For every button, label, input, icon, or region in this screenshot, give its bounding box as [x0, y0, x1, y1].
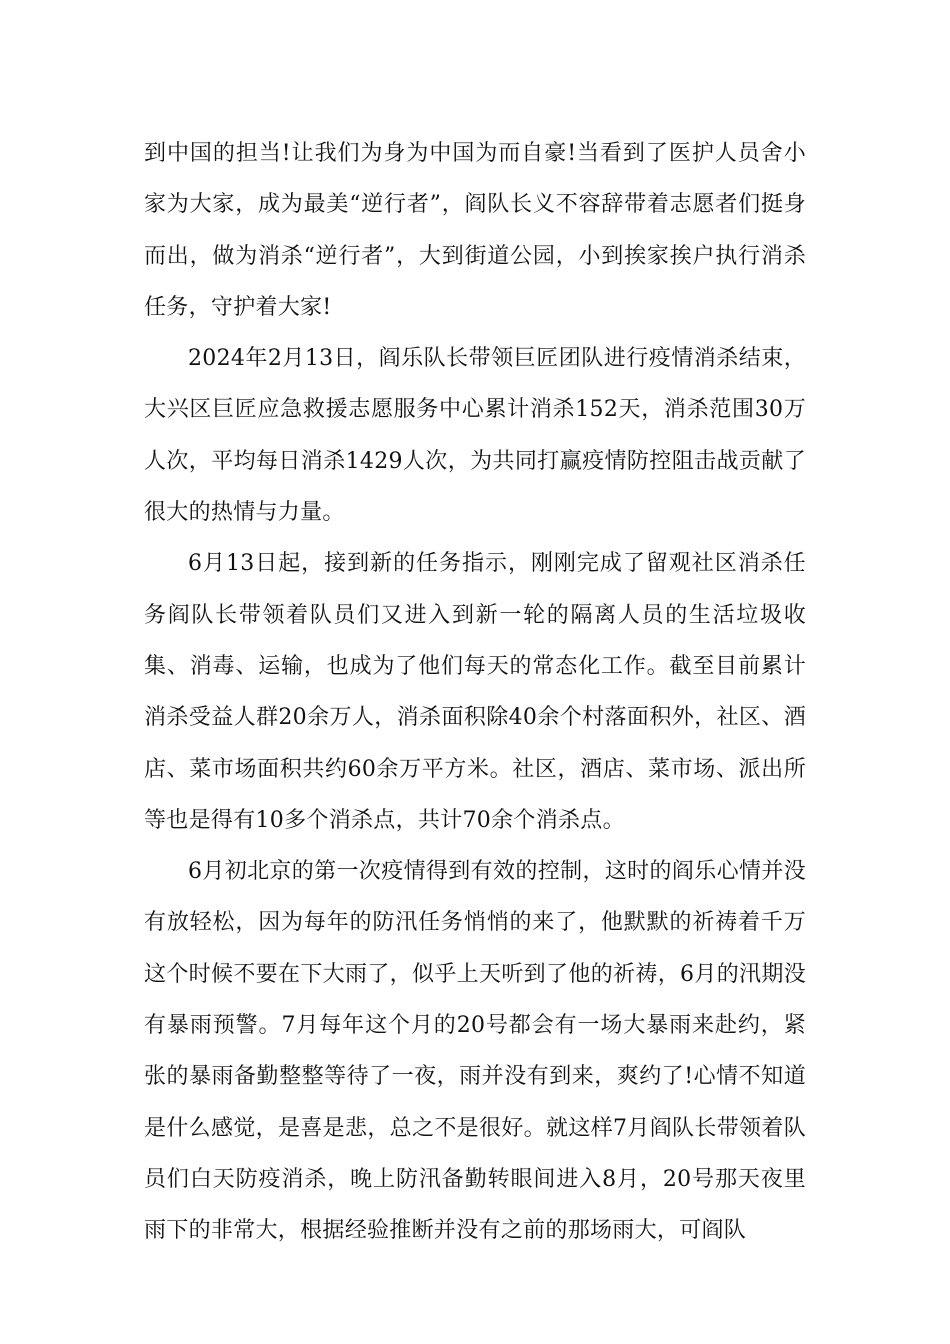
paragraph-1: 到中国的担当!让我们为身为中国为而自豪!当看到了医护人员舍小家为大家，成为最美“逆行者”，阎队长义不容辞带着志愿者们挺身而出，做为消杀“逆行者”，大到街道公园，小到挨家挨户执行消杀任务，守护着大家! [144, 141, 806, 320]
paragraph-2: 2024年2月13日，阎乐队长带领巨匠团队进行疫情消杀结束，大兴区巨匠应急救援志愿服务中心累计消杀152天，消杀范围30万人次，平均每日消杀1429人次，为共同打赢疫情防控阻击战贡献了很大的热情与力量。 [144, 346, 806, 526]
paragraph-3: 6月13日起，接到新的任务指示，刚刚完成了留观社区消杀任务阎队长带领着队员们又进入到新一轮的隔离人员的生活垃圾收集、消毒、运输，也成为了他们每天的常态化工作。截至目前累计消杀受益人群20余万人，消杀面积除40余个村落面积外，社区、酒店、菜市场面积共约60余万平方米。社区，酒店、菜市场、派出所等也是得有10多个消杀点，共计70余个消杀点。 [144, 551, 806, 833]
document-body [144, 128, 806, 1257]
paragraph-4: 6月初北京的第一次疫情得到有效的控制，这时的阎乐心情并没有放轻松，因为每年的防汛任务悄悄的来了，他默默的祈祷着千万这个时候不要在下大雨了，似乎上天听到了他的祈祷，6月的汛期没有暴雨预警。7月每年这个月的20号都会有一场大暴雨来赴约，紧张的暴雨备勤整整等待了一夜，雨并没有到来，爽约了!心情不知道是什么感觉，是喜是悲，总之不是很好。就这样7月阎队长带领着队员们白天防疫消杀，晚上防汛备勤转眼间进入8月，20号那天夜里雨下的非常大，根据经验推断并没有之前的那场雨大，可阎队 [144, 859, 806, 1244]
